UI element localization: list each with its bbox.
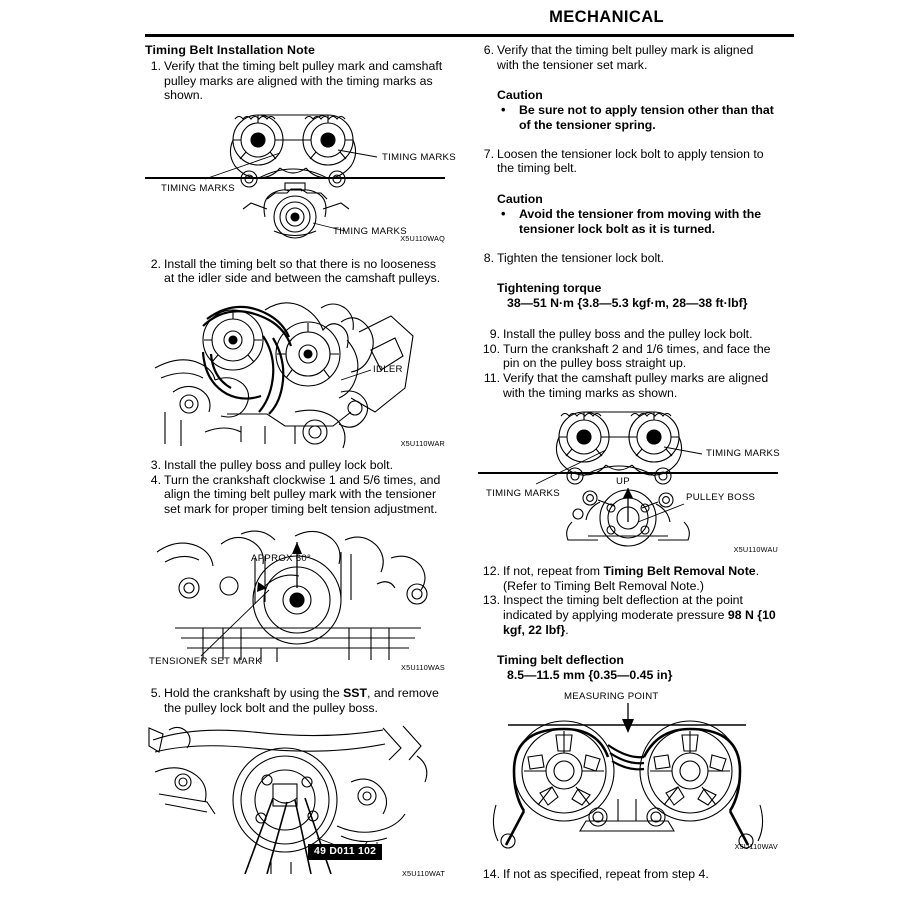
step-1 bbox=[145, 59, 445, 103]
step-number: 14. bbox=[482, 867, 500, 882]
step-text-part-c: . bbox=[565, 622, 569, 637]
step-11 bbox=[478, 371, 778, 400]
figure-label-measuring-point: MEASURING POINT bbox=[564, 691, 659, 703]
figure-sst-crankshaft bbox=[145, 722, 445, 878]
step-text-part-c: . bbox=[755, 564, 760, 579]
step-text-part-d: (Refer to Timing Belt Removal Note.) bbox=[503, 578, 704, 593]
section-title: Timing Belt Installation Note bbox=[145, 43, 315, 57]
step-12 bbox=[478, 564, 778, 593]
step-text: Tighten the tensioner lock bolt. bbox=[497, 250, 665, 265]
figure-id: X5U110WAU bbox=[733, 545, 778, 555]
step-text-reference: Timing Belt Removal Note bbox=[603, 564, 756, 579]
step-number: 9. bbox=[489, 327, 500, 342]
figure-belt-routing bbox=[145, 292, 445, 450]
step-8 bbox=[478, 251, 778, 266]
step-3 bbox=[145, 458, 445, 473]
right-column bbox=[478, 43, 778, 882]
figure-timing-marks-1 bbox=[145, 113, 456, 243]
step-text: Install the timing belt so that there is no looseness at the idler side and between the camshaft pulleys. bbox=[164, 256, 441, 286]
figure-label-tensioner-set-mark: TENSIONER SET MARK bbox=[149, 656, 262, 668]
step-text: Verify that the timing belt pulley mark and camshaft pulley marks are aligned with the timing marks as shown. bbox=[164, 59, 443, 103]
page-header bbox=[145, 8, 794, 38]
step-text: Loosen the tensioner lock bolt to apply tension to the timing belt. bbox=[497, 146, 764, 176]
spec-value: 38—51 N·m {3.8—5.3 kgf·m, 28—38 ft·lbf} bbox=[507, 296, 748, 311]
figure-label-idler: IDLER bbox=[373, 363, 403, 375]
figure-measuring-point-drawing bbox=[478, 695, 778, 855]
step-text-part-c: , and remove the pulley lock bolt and the pulley boss. bbox=[164, 686, 439, 715]
step-text-pressure: 98 N {10 kgf, 22 lbf} bbox=[503, 607, 776, 637]
step-number: 13. bbox=[482, 593, 500, 608]
timing-belt-deflection-spec bbox=[478, 653, 778, 683]
page-title: MECHANICAL bbox=[549, 8, 664, 26]
figure-label-up: UP bbox=[616, 476, 630, 488]
caution-block-1 bbox=[478, 88, 778, 133]
figure-id: X5U110WAT bbox=[401, 868, 445, 878]
step-13 bbox=[478, 593, 778, 637]
step-number: 7. bbox=[483, 146, 494, 161]
step-number: 4. bbox=[150, 472, 161, 487]
figure-id: X5U110WAR bbox=[400, 438, 445, 448]
figure-id: X5U110WAV bbox=[734, 842, 778, 852]
figure-label-timing-marks-left: TIMING MARKS bbox=[161, 182, 235, 194]
step-14 bbox=[478, 867, 778, 882]
figure-id: X5U110WAS bbox=[401, 663, 445, 673]
caution-item bbox=[497, 103, 778, 133]
caution-text: Avoid the tensioner from moving with the tensioner lock bolt as it is turned. bbox=[519, 206, 762, 236]
caution-block-2 bbox=[478, 192, 778, 237]
bullet-icon: • bbox=[501, 205, 506, 221]
step-number: 12. bbox=[482, 564, 500, 579]
left-column bbox=[145, 43, 456, 878]
step-4 bbox=[145, 473, 445, 517]
step-text: Install the pulley boss and the pulley lock bolt. bbox=[503, 327, 753, 342]
step-2 bbox=[145, 257, 445, 286]
tightening-torque-spec bbox=[478, 281, 778, 311]
step-text: Verify that the timing belt pulley mark is aligned with the tensioner set mark. bbox=[497, 43, 754, 72]
step-text-part-a: Inspect the timing belt deflection at the point indicated by applying moderate pressure bbox=[503, 593, 743, 622]
figure-label-timing-marks-right: TIMING MARKS bbox=[706, 448, 780, 460]
figure-label-timing-marks-bottom: TIMING MARKS bbox=[333, 225, 407, 237]
sst-part-number-callout: 49 D011 102 bbox=[308, 844, 382, 860]
figure-timing-marks-1-drawing bbox=[145, 113, 445, 241]
step-number: 10. bbox=[482, 341, 500, 356]
step-9 bbox=[478, 327, 778, 342]
step-number: 3. bbox=[150, 457, 161, 472]
step-number: 6. bbox=[483, 43, 494, 57]
step-text-part-a: Hold the crankshaft by using the bbox=[164, 686, 344, 701]
figure-label-timing-marks-left: TIMING MARKS bbox=[486, 488, 560, 500]
spec-title: Timing belt deflection bbox=[497, 653, 624, 668]
figure-timing-marks-2 bbox=[478, 410, 780, 555]
step-5 bbox=[145, 686, 445, 715]
spec-value: 8.5—11.5 mm {0.35—0.45 in} bbox=[507, 668, 673, 683]
figure-tensioner-set-mark-drawing bbox=[145, 528, 445, 676]
step-text: If not as specified, repeat from step 4. bbox=[503, 867, 709, 882]
caution-heading: Caution bbox=[497, 191, 543, 206]
caution-text: Be sure not to apply tension other than that of the tensioner spring. bbox=[519, 103, 774, 132]
step-text-sst: SST bbox=[343, 686, 368, 701]
step-number: 5. bbox=[150, 686, 161, 701]
step-number: 1. bbox=[150, 59, 161, 73]
figure-measuring-point bbox=[478, 691, 778, 855]
step-6 bbox=[478, 43, 778, 72]
bullet-icon: • bbox=[501, 102, 506, 118]
caution-heading: Caution bbox=[497, 88, 543, 103]
spec-title: Tightening torque bbox=[497, 281, 602, 296]
figure-label-timing-marks-right: TIMING MARKS bbox=[382, 151, 456, 163]
figure-id: X5U110WAQ bbox=[400, 233, 445, 243]
figure-sst-crankshaft-drawing bbox=[145, 722, 445, 874]
step-text-part-a: If not, repeat from bbox=[503, 564, 604, 579]
step-text: Turn the crankshaft 2 and 1/6 times, and face the pin on the pulley boss straight up. bbox=[503, 341, 771, 371]
step-10 bbox=[478, 342, 778, 371]
figure-label-pulley-boss: PULLEY BOSS bbox=[686, 492, 756, 504]
header-rule bbox=[145, 34, 794, 37]
step-number: 11. bbox=[483, 370, 500, 385]
step-text: Verify that the camshaft pulley marks are aligned with the timing marks as shown. bbox=[503, 370, 769, 400]
step-number: 8. bbox=[483, 250, 494, 265]
figure-label-approx-60: APPROX 60° bbox=[251, 553, 312, 565]
figure-tensioner-set-mark bbox=[145, 528, 445, 676]
step-number: 2. bbox=[150, 256, 161, 271]
step-text: Turn the crankshaft clockwise 1 and 5/6 times, and align the timing belt pulley mark with the tensioner set mark for proper timing belt tension adjustment. bbox=[164, 472, 441, 516]
caution-item bbox=[497, 207, 778, 237]
step-text: Install the pulley boss and pulley lock bolt. bbox=[164, 457, 393, 472]
step-7 bbox=[478, 147, 778, 176]
